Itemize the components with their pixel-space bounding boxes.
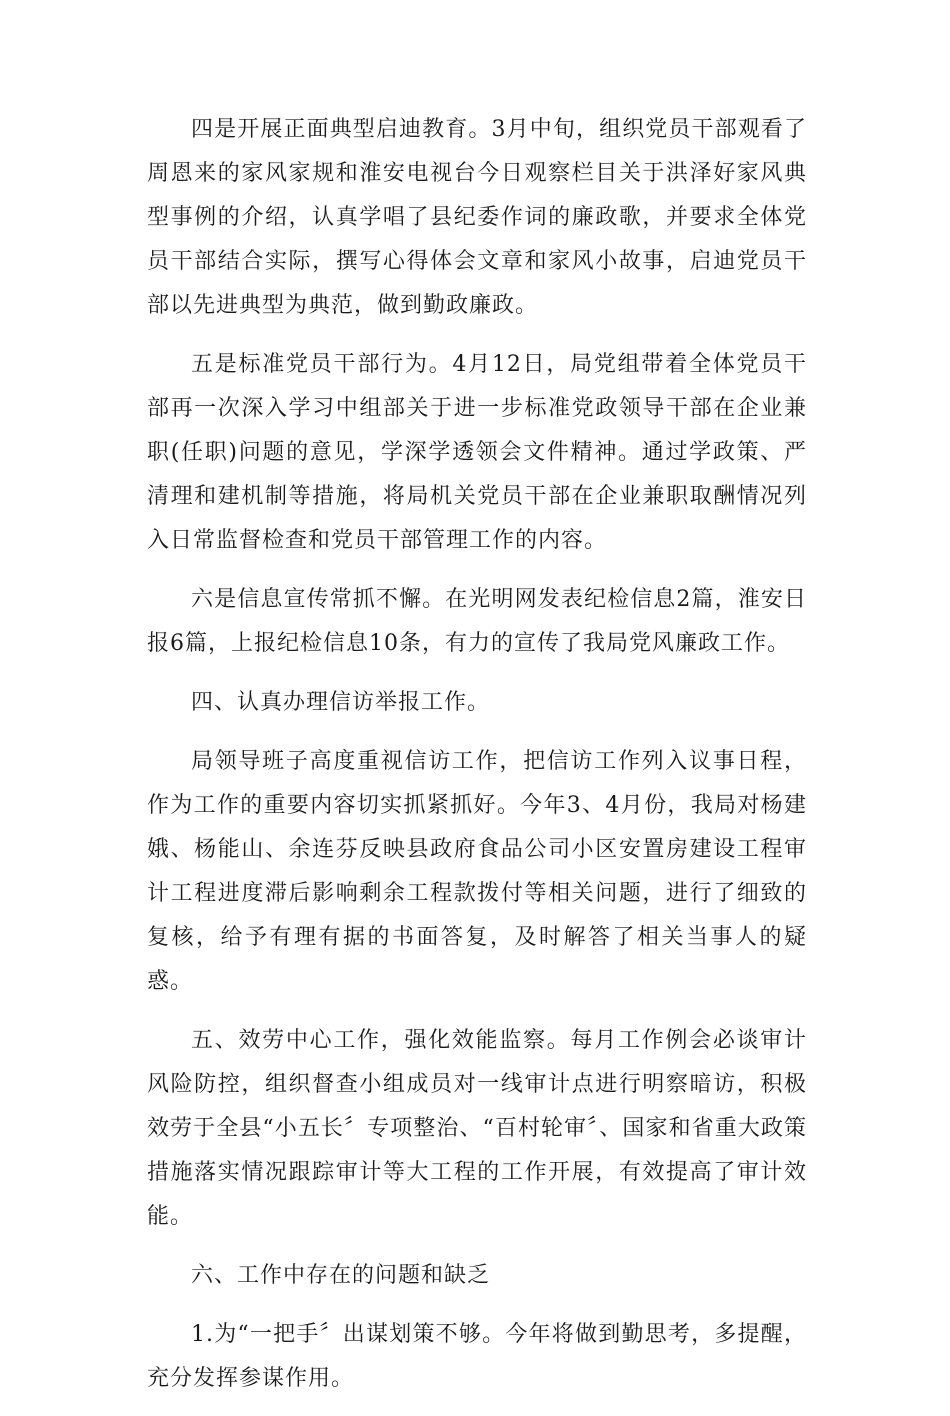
paragraph-typical-education: 四是开展正面典型启迪教育。3月中旬，组织党员干部观看了周恩来的家风家规和淮安电视台今日观察栏目关于洪泽好家风典型事例的介绍，认真学唱了县纪委作词的廉政歌，并要求全体党员干部结合实际，撰写心得体会文章和家风小故事，启迪党员干部以先进典型为典范，做到勤政廉政。 <box>147 117 807 318</box>
document-page <box>147 108 807 1416</box>
paragraph-standardize-behavior: 五是标准党员干部行为。4月12日，局党组带着全体党员干部再一次深入学习中组部关于进一步标准党政领导干部在企业兼职(任职)问题的意见，学深学透领会文件精神。通过学政策、严清理和建机制等措施，将局机关党员干部在企业兼职取酬情况列入日常监督检查和党员干部管理工作的内容。 <box>147 352 807 553</box>
paragraph-problem-1: 1.为“一把手〞出谋划策不够。今年将做到勤思考，多提醒，充分发挥参谋作用。 <box>147 1322 807 1391</box>
section-heading-efficiency: 五、效劳中心工作，强化效能监察。每月工作例会必谈审计风险防控，组织督查小组成员对一线审计点进行明察暗访，积极效劳于全县“小五长〞专项整治、“百村轮审〞、国家和省重大政策措施落实情况跟踪审计等大工程的工作开展，有效提高了审计效能。 <box>147 1028 807 1229</box>
section-heading-problems: 六、工作中存在的问题和缺乏 <box>191 1263 491 1288</box>
section-heading-petitions: 四、认真办理信访举报工作。 <box>191 690 491 715</box>
paragraph-publicity: 六是信息宣传常抓不懈。在光明网发表纪检信息2篇，淮安日报6篇，上报纪检信息10条，有力的宣传了我局党风廉政工作。 <box>147 587 807 656</box>
paragraph-petitions: 局领导班子高度重视信访工作，把信访工作列入议事日程，作为工作的重要内容切实抓紧抓好。今年3、4月份，我局对杨建娥、杨能山、余连芬反映县政府食品公司小区安置房建设工程审计工程进度滞后影响剩余工程款拨付等相关问题，进行了细致的复核，给予有理有据的书面答复，及时解答了相关当事人的疑惑。 <box>147 749 807 994</box>
